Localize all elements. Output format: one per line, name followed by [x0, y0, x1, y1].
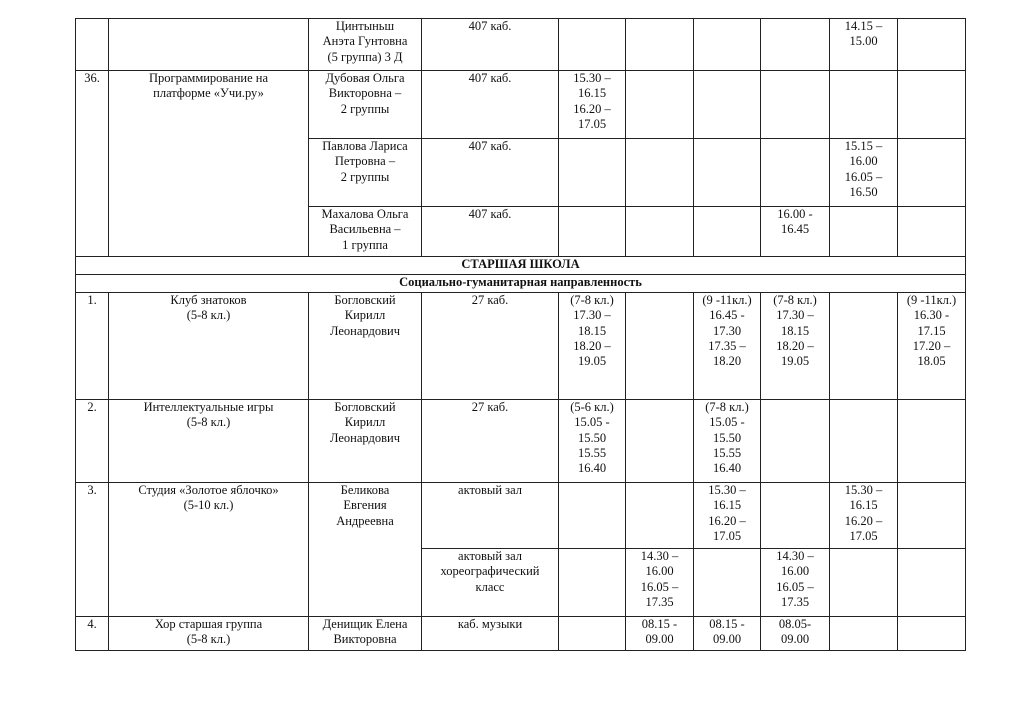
cell-time — [761, 483, 830, 549]
cell-room: 407 каб. — [422, 139, 559, 207]
cell-time — [898, 549, 966, 617]
cell-time — [830, 400, 898, 483]
cell-time — [761, 19, 830, 71]
cell-time — [559, 139, 626, 207]
cell-time — [898, 207, 966, 257]
cell-time — [559, 617, 626, 651]
cell-teacher: Богловский Кирилл Леонардович — [309, 293, 422, 400]
cell-time: 08.15 - 09.00 — [694, 617, 761, 651]
cell-room: 407 каб. — [422, 207, 559, 257]
cell-time: (7-8 кл.) 17.30 – 18.15 18.20 – 19.05 — [559, 293, 626, 400]
cell-activity — [109, 19, 309, 71]
cell-time: 16.00 - 16.45 — [761, 207, 830, 257]
direction-header: Социально-гуманитарная направленность — [76, 275, 966, 293]
cell-num: 36. — [76, 71, 109, 257]
cell-time — [559, 207, 626, 257]
cell-time: 15.30 – 16.15 16.20 – 17.05 — [694, 483, 761, 549]
cell-room: 27 каб. — [422, 400, 559, 483]
cell-time — [898, 71, 966, 139]
school-header: СТАРШАЯ ШКОЛА — [76, 257, 966, 275]
schedule-table — [75, 18, 966, 651]
cell-time — [626, 400, 694, 483]
cell-time — [761, 400, 830, 483]
cell-time — [694, 139, 761, 207]
table-row — [76, 617, 966, 651]
cell-teacher: Махалова Ольга Васильевна – 1 группа — [309, 207, 422, 257]
cell-time — [694, 19, 761, 71]
cell-time: 08.05- 09.00 — [761, 617, 830, 651]
cell-time: 15.15 – 16.00 16.05 – 16.50 — [830, 139, 898, 207]
cell-time — [830, 71, 898, 139]
cell-time — [761, 71, 830, 139]
cell-num: 3. — [76, 483, 109, 617]
cell-time — [626, 293, 694, 400]
cell-time: 14.15 – 15.00 — [830, 19, 898, 71]
cell-time — [898, 19, 966, 71]
cell-time: 15.30 – 16.15 16.20 – 17.05 — [559, 71, 626, 139]
cell-teacher: Дубовая Ольга Викторовна – 2 группы — [309, 71, 422, 139]
cell-time — [898, 617, 966, 651]
table-row — [76, 19, 966, 71]
cell-activity: Хор старшая группа (5-8 кл.) — [109, 617, 309, 651]
cell-room: каб. музыки — [422, 617, 559, 651]
cell-time: (5-6 кл.) 15.05 - 15.50 15.55 16.40 — [559, 400, 626, 483]
cell-time — [830, 549, 898, 617]
cell-time — [559, 549, 626, 617]
cell-time — [694, 207, 761, 257]
cell-time — [626, 139, 694, 207]
cell-teacher: Богловский Кирилл Леонардович — [309, 400, 422, 483]
cell-time — [626, 71, 694, 139]
cell-time — [559, 483, 626, 549]
cell-time — [626, 207, 694, 257]
table-row — [76, 293, 966, 400]
cell-num: 1. — [76, 293, 109, 400]
table-row — [76, 400, 966, 483]
cell-activity: Программирование на платформе «Учи.ру» — [109, 71, 309, 257]
cell-time — [761, 139, 830, 207]
cell-activity: Студия «Золотое яблочко» (5-10 кл.) — [109, 483, 309, 617]
cell-num — [76, 19, 109, 71]
cell-time: 08.15 - 09.00 — [626, 617, 694, 651]
cell-time — [898, 400, 966, 483]
section-header-row — [76, 257, 966, 275]
cell-room: 407 каб. — [422, 19, 559, 71]
cell-time: 14.30 – 16.00 16.05 – 17.35 — [761, 549, 830, 617]
cell-time — [830, 207, 898, 257]
cell-time: (7-8 кл.) 17.30 – 18.15 18.20 – 19.05 — [761, 293, 830, 400]
cell-time — [898, 139, 966, 207]
cell-time — [898, 483, 966, 549]
cell-room: актовый зал — [422, 483, 559, 549]
cell-num: 4. — [76, 617, 109, 651]
cell-room: 27 каб. — [422, 293, 559, 400]
cell-time — [626, 19, 694, 71]
cell-time: 14.30 – 16.00 16.05 – 17.35 — [626, 549, 694, 617]
cell-teacher: Беликова Евгения Андреевна — [309, 483, 422, 617]
cell-activity: Интеллектуальные игры (5-8 кл.) — [109, 400, 309, 483]
table-row — [76, 483, 966, 549]
cell-time — [830, 617, 898, 651]
section-header-row — [76, 275, 966, 293]
cell-time: (7-8 кл.) 15.05 - 15.50 15.55 16.40 — [694, 400, 761, 483]
cell-room: актовый зал хореографический класс — [422, 549, 559, 617]
cell-num: 2. — [76, 400, 109, 483]
cell-room: 407 каб. — [422, 71, 559, 139]
cell-time: 15.30 – 16.15 16.20 – 17.05 — [830, 483, 898, 549]
cell-teacher: Павлова Лариса Петровна – 2 группы — [309, 139, 422, 207]
cell-time — [559, 19, 626, 71]
cell-time — [830, 293, 898, 400]
cell-time: (9 -11кл.) 16.30 - 17.15 17.20 – 18.05 — [898, 293, 966, 400]
cell-activity: Клуб знатоков (5-8 кл.) — [109, 293, 309, 400]
cell-time — [626, 483, 694, 549]
cell-time — [694, 71, 761, 139]
table-row — [76, 71, 966, 139]
cell-teacher: Денищик Елена Викторовна — [309, 617, 422, 651]
cell-time — [694, 549, 761, 617]
cell-teacher: Цинтыньш Анэта Гунтовна (5 группа) 3 Д — [309, 19, 422, 71]
cell-time: (9 -11кл.) 16.45 - 17.30 17.35 – 18.20 — [694, 293, 761, 400]
